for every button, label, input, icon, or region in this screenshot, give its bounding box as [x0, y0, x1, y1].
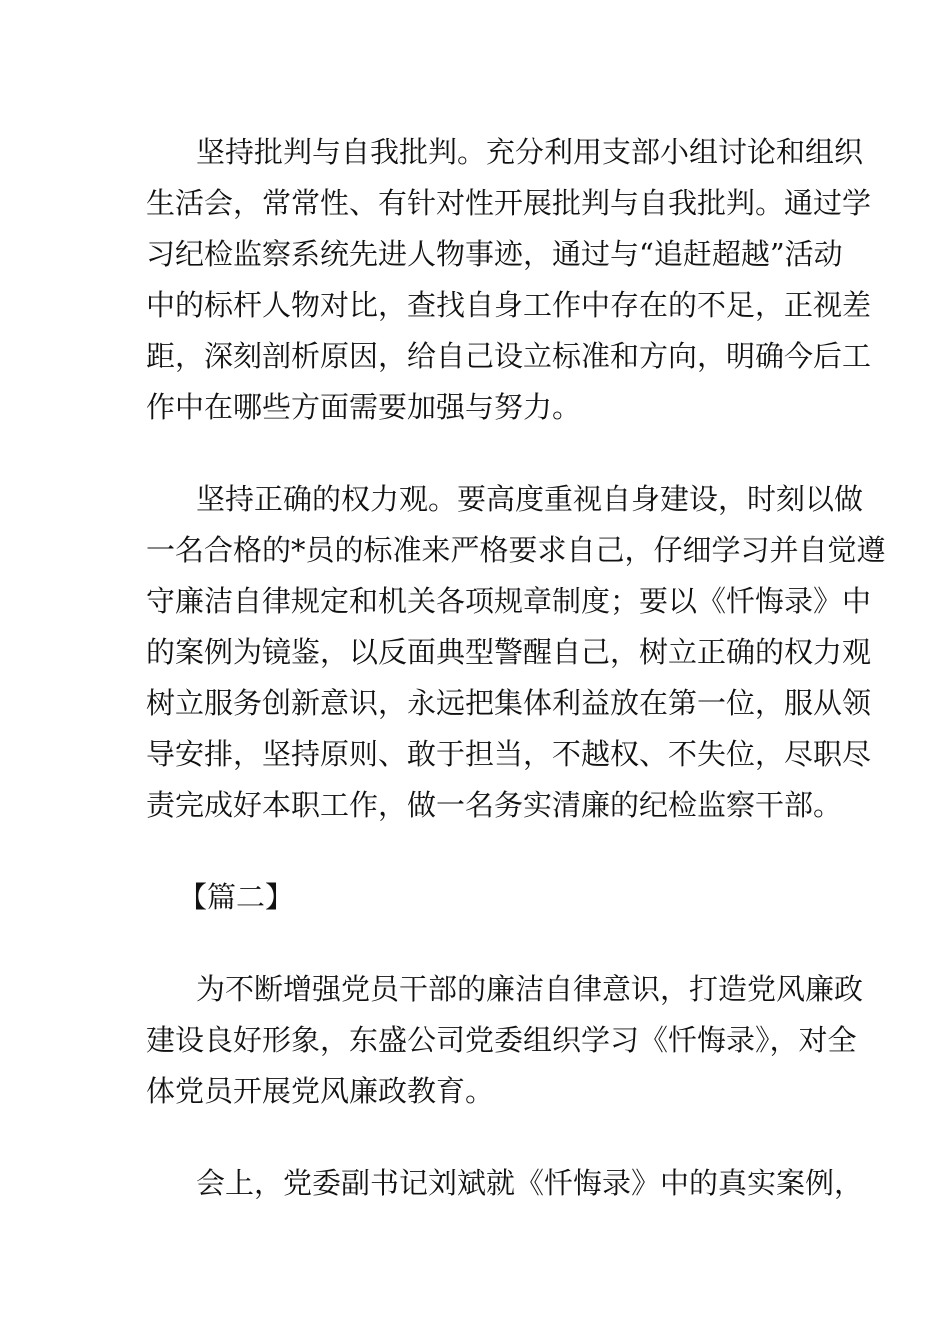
- paragraph-1-line-4: 中的标杆人物对比，查找自身工作中存在的不足，正视差: [146, 288, 872, 322]
- paragraph-1-line-1: 坚持批判与自我批判。充分利用支部小组讨论和组织: [196, 135, 864, 169]
- paragraph-2-line-4: 的案例为镜鉴，以反面典型警醒自己，树立正确的权力观: [146, 635, 872, 669]
- paragraph-3-line-1: 为不断增强党员干部的廉洁自律意识，打造党风廉政: [196, 972, 864, 1006]
- paragraph-2-line-5: 树立服务创新意识，永远把集体利益放在第一位，服从领: [146, 686, 872, 720]
- paragraph-2-line-7: 责完成好本职工作，做一名务实清廉的纪检监察干部。: [146, 788, 843, 822]
- paragraph-4-line-1: 会上，党委副书记刘斌就《忏悔录》中的真实案例，: [196, 1166, 864, 1200]
- paragraph-2-line-1: 坚持正确的权力观。要高度重视自身建设，时刻以做: [196, 482, 864, 516]
- paragraph-2-line-3: 守廉洁自律规定和机关各项规章制度；要以《忏悔录》中: [146, 584, 872, 618]
- paragraph-1-line-6: 作中在哪些方面需要加强与努力。: [146, 390, 582, 424]
- paragraph-3-line-2: 建设良好形象，东盛公司党委组织学习《忏悔录》，对全: [146, 1023, 857, 1057]
- paragraph-1-line-2: 生活会，常常性、有针对性开展批判与自我批判。通过学: [146, 186, 872, 220]
- paragraph-2-line-2: 一名合格的*员的标准来严格要求自己，仔细学习并自觉遵: [146, 533, 886, 567]
- paragraph-1-line-3: 习纪检监察系统先进人物事迹，通过与“追赶超越”活动: [146, 237, 843, 271]
- paragraph-1-line-5: 距，深刻剖析原因，给自己设立标准和方向，明确今后工: [146, 339, 872, 373]
- paragraph-3-line-3: 体党员开展党风廉政教育。: [146, 1074, 495, 1108]
- paragraph-2-line-6: 导安排，坚持原则、敢于担当，不越权、不失位，尽职尽: [146, 737, 872, 771]
- section-heading: 【篇二】: [178, 880, 295, 914]
